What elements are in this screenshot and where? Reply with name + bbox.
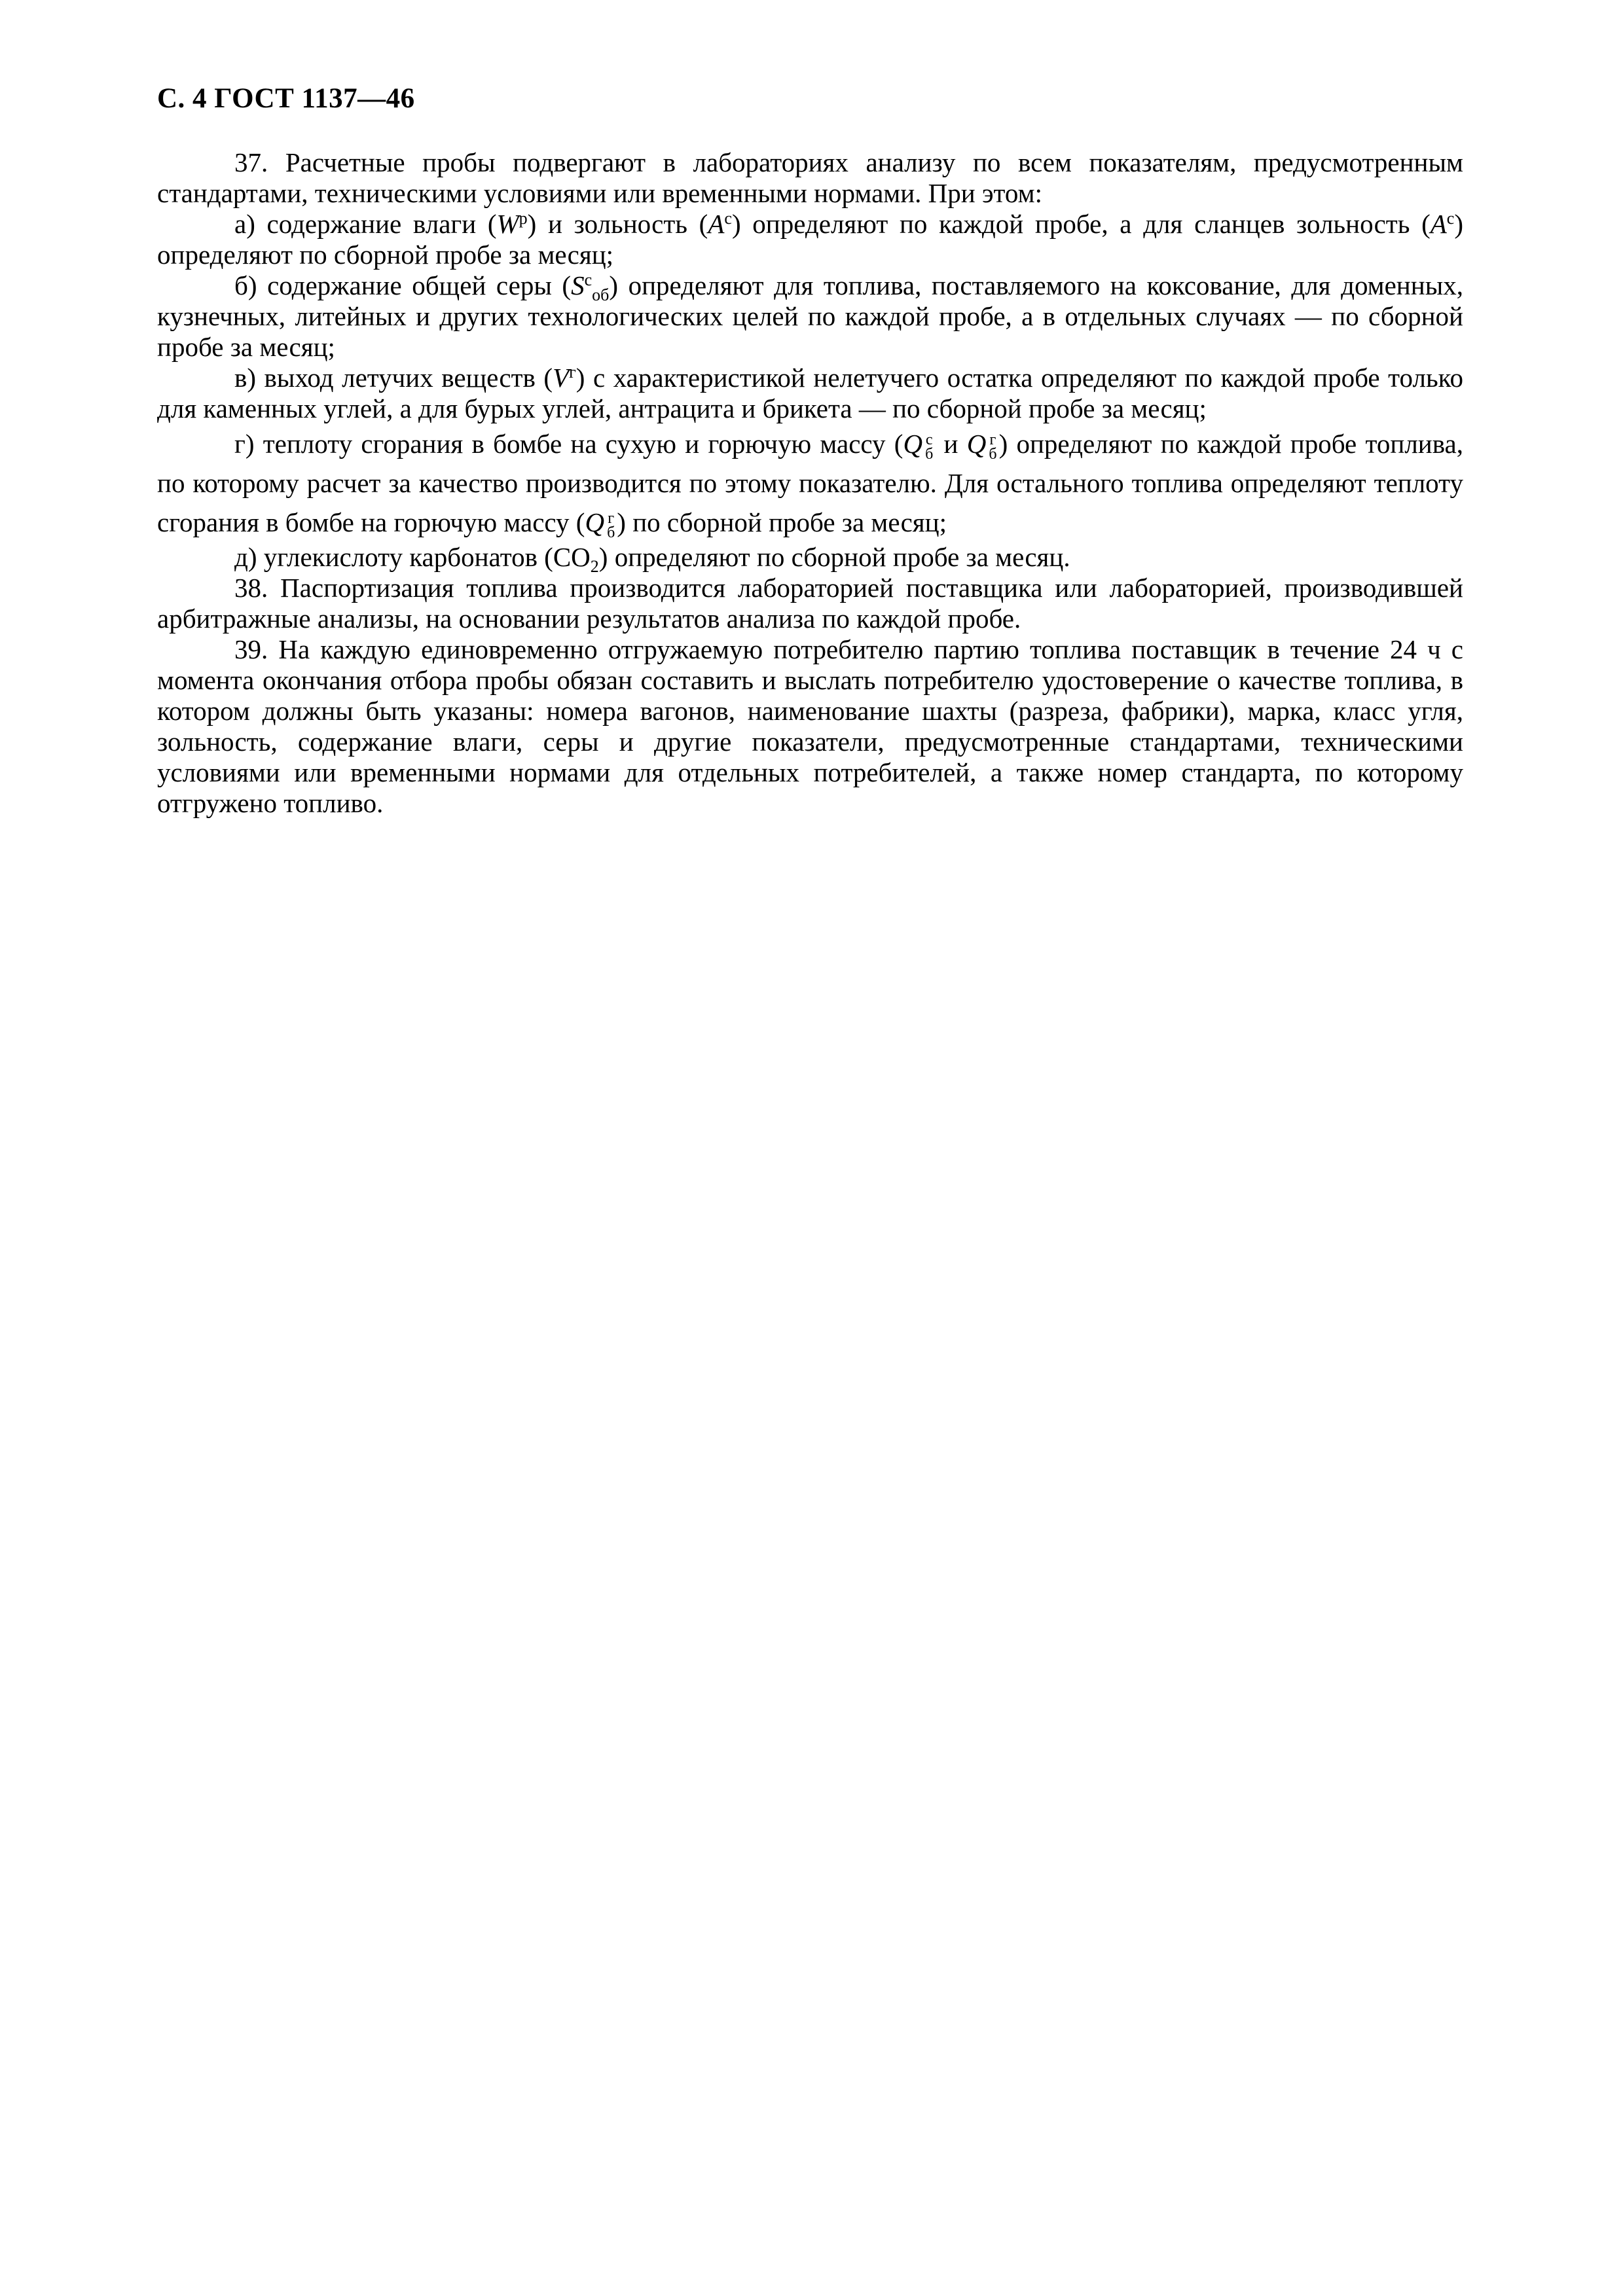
symbol-ash: A [1430,209,1447,239]
text-run: ) по сборной пробе за месяц; [617,507,947,537]
subscript: об [592,285,610,304]
symbol-ash: A [708,209,725,239]
paragraph-v [157,363,1463,424]
text-run: ) определяют по сборной пробе за месяц. [598,542,1070,572]
subscript: 2 [590,557,599,576]
text-run: г) теплоту сгорания в бомбе на сухую и горючую массу ( [234,429,903,459]
symbol-heat: Q [903,429,923,459]
symbol-volatiles: V [553,363,570,393]
superscript: с [724,209,732,228]
text-run: а) содержание влаги ( [234,209,497,239]
paragraph-37: 37. Расчетные пробы подвергают в лабораториях анализу по всем показателям, предусмотренным стандартами, техническими условиями или временными нормами. При этом: [157,147,1463,208]
paragraph-b [157,270,1463,363]
index-stack [607,511,615,540]
subscript: б [925,445,934,463]
superscript: г [569,363,576,382]
paragraph-a [157,209,1463,270]
paragraph-d [157,542,1463,576]
text-run: ) с характеристикой нелетучего остатка определяют по каждой пробе только для каменных углей, а для бурых углей, антрацита и брикета — по сборной пробе за месяц; [157,363,1463,423]
superscript: с [925,431,933,448]
text-run: ) определяют для топлива, поставляемого на коксование, для доменных, кузнечных, литейных и других технологических целей по каждой пробе, а в отдельных случаях — по сборной пробе за месяц; [157,270,1463,362]
text-run: д) углекислоту карбонатов (CO [234,542,591,572]
paragraph-38: 38. Паспортизация топлива производится лабораторией поставщика или лабораторией, производившей арбитражные анализы, на основании результатов анализа по каждой пробе. [157,573,1463,634]
superscript: р [519,209,528,228]
superscript: г [608,509,615,527]
document-body [157,147,1463,819]
paragraph-g [157,424,1463,542]
text-run: ) определяют по сборной пробе за месяц; [157,209,1463,270]
superscript: г [989,431,996,448]
page-header: С. 4 ГОСТ 1137—46 [157,83,415,114]
subscript: б [607,524,615,541]
index-stack [989,433,996,461]
text-run: ) определяют по каждой пробе топлива, по которому расчет за качество производится по этому показателю. Для остального топлива определяют теплоту сгорания в бомбе на горючую массу ( [157,429,1463,537]
symbol-sulfur: S [571,270,585,300]
superscript: с [584,270,593,289]
paragraph-39: 39. На каждую единовременно отгружаемую потребителю партию топлива поставщик в течение 24 ч с момента окончания отбора пробы обязан составить и выслать потребителю удостоверение о качестве топлива, в котором должны быть указаны: номера вагонов, наименование шахты (разреза, фабрики), марка, класс угля, зольность, содержание влаги, серы и другие показатели, предусмотренные стандартами, техническими условиями или временными нормами для отдельных потребителей, а также номер стандарта, по которому отгружено топливо. [157,634,1463,818]
text-run: и [935,429,967,459]
symbol-heat: Q [585,507,605,537]
text-run: ) и зольность ( [527,209,708,239]
text-run: ) определяют по каждой пробе, а для сланцев зольность ( [731,209,1431,239]
symbol-moisture: W [496,209,519,239]
index-stack [925,433,933,461]
text-run: б) содержание общей серы ( [234,270,572,300]
text-run: в) выход летучих веществ ( [234,363,553,393]
superscript: с [1446,209,1455,228]
symbol-heat: Q [966,429,987,459]
subscript: б [989,445,997,463]
